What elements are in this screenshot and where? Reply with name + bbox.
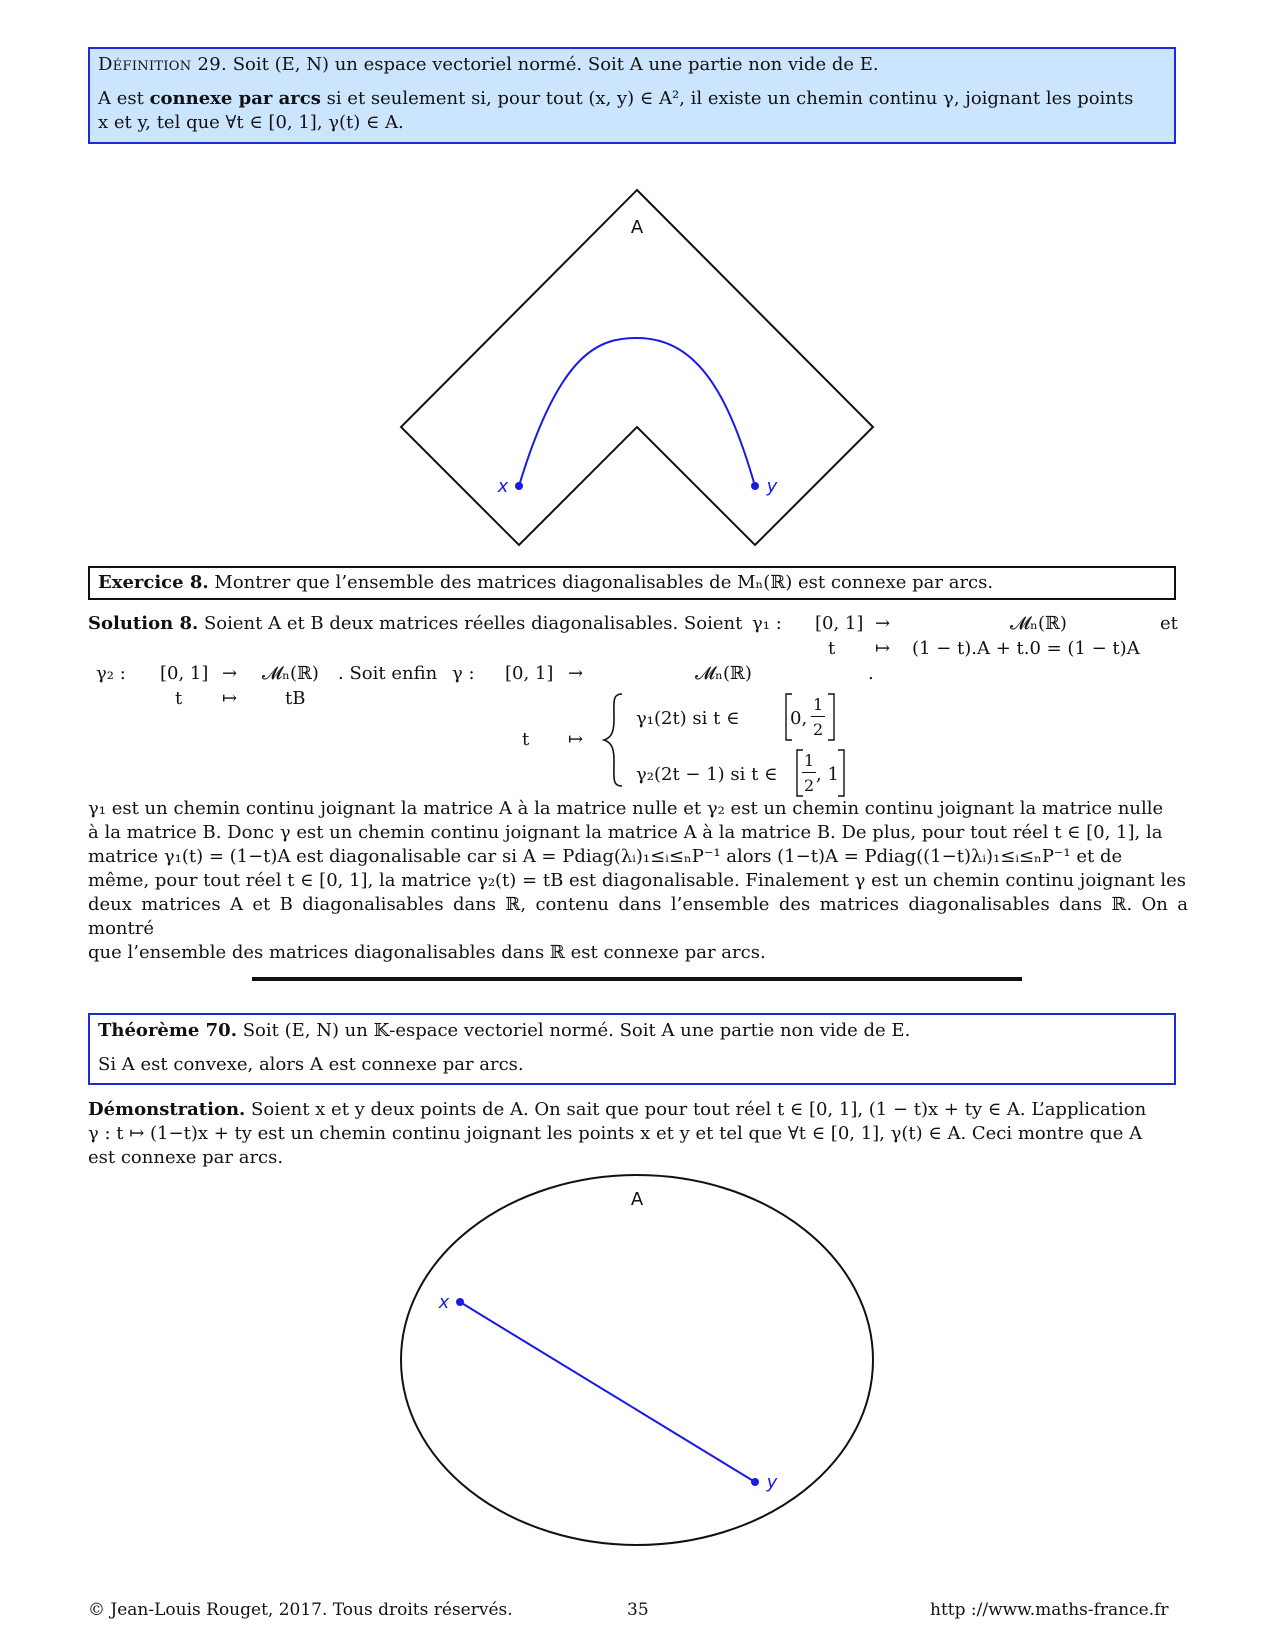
theorem-label: Théorème 70. [98,1020,237,1041]
footer-url[interactable]: http ://www.maths-france.fr [930,1600,1169,1620]
gamma-mapsto: ↦ [568,729,584,750]
gamma-name: γ : [452,663,475,684]
gamma2-domain: [0, 1] [160,663,209,684]
case2-frac-num: 1 [804,751,815,770]
gamma2-var: t [175,688,183,709]
solution-line: deux matrices A et B diagonalisables dans ℝ, contenu dans l’ensemble des matrices diagonalisables dans ℝ. On a montré [88,894,1188,939]
gamma-arrow: → [568,663,584,684]
point-y-label: y [766,476,778,497]
case1-text: γ₁(2t) si t ∈ [636,708,740,729]
solution-paragraph [88,797,1188,965]
point-x [456,1298,464,1306]
theorem-box [88,1013,1176,1085]
set-label: A [630,217,644,238]
case1-right-bracket [826,692,836,742]
point-y [751,1478,759,1486]
case1-interval-start: 0, [790,708,808,729]
left-brace [600,690,630,790]
convex-set-label: A [630,1189,644,1210]
gamma1-codomain: 𝓜ₙ(ℝ) [1010,613,1067,634]
case1-frac-den: 2 [813,720,824,739]
page-number: 35 [627,1600,649,1620]
proof-paragraph [88,1098,1188,1170]
definition-line-3: x et y, tel que ∀t ∈ [0, 1], γ(t) ∈ A. [98,112,404,133]
theorem-line-1 [98,1019,1166,1043]
set-boundary [401,190,873,545]
solution-line: matrice γ₁(t) = (1−t)A est diagonalisable car si A = Pdiag(λᵢ)₁≤ᵢ≤ₙP⁻¹ alors (1−t)A = Pdiag((1−t)λᵢ)₁≤ᵢ≤ₙP⁻¹ et de [88,846,1123,867]
solution-et: et [1160,613,1178,634]
case2-interval-end: , 1 [816,764,839,785]
gamma-dot: . [868,663,874,684]
gamma2-name: γ₂ : [96,663,126,684]
solution-line: γ₁ est un chemin continu joignant la matrice A à la matrice nulle et γ₂ est un chemin continu joignant la matrice nulle [88,798,1164,819]
segment-xy [460,1302,755,1482]
solution-line: même, pour tout réel t ∈ [0, 1], la matrice γ₂(t) = tB est diagonalisable. Finalement γ est un chemin continu joignant les [88,870,1186,891]
gamma2-codomain: 𝓜ₙ(ℝ) [262,663,319,684]
figure-convex-set [0,1170,1275,1560]
theorem-line-2: Si A est convexe, alors A est connexe par arcs. [98,1054,524,1075]
proof-line-2: γ : t ↦ (1−t)x + ty est un chemin continu joignant les points x et y et tel que ∀t ∈ [0, 1], γ(t) ∈ A. Ceci montre que A [88,1123,1143,1144]
case1-frac-bar [811,716,825,717]
proof-text-1: Soient x et y deux points de A. On sait que pour tout réel t ∈ [0, 1], (1 − t)x + ty ∈ A. L’application [251,1099,1147,1120]
definition-term: connexe par arcs [149,88,321,109]
point-x-label: x [497,476,509,497]
definition-text-2b: si et seulement si, pour tout (x, y) ∈ A², il existe un chemin continu γ, joignant les points [320,88,1134,109]
solution-line: que l’ensemble des matrices diagonalisables dans ℝ est connexe par arcs. [88,942,766,963]
point-y-label: y [766,1472,778,1493]
point-y [751,482,759,490]
solution-label: Solution 8. [88,613,199,634]
gamma-var: t [522,729,530,750]
case2-frac-bar [802,772,816,773]
footer-copyright: © Jean-Louis Rouget, 2017. Tous droits réservés. [88,1600,513,1620]
soit-enfin: . Soit enfin [338,663,438,684]
case2-right-bracket [836,748,846,798]
solution-intro-text: Soient A et B deux matrices réelles diagonalisables. Soient [203,613,743,634]
gamma1-var: t [828,638,836,659]
gamma2-arrow: → [222,663,238,684]
solution-line: à la matrice B. Donc γ est un chemin continu joignant la matrice A à la matrice B. De plus, pour tout réel t ∈ [0, 1], la [88,822,1163,843]
gamma1-name: γ₁ : [752,613,782,634]
proof-label: Démonstration. [88,1099,246,1120]
gamma1-arrow: → [875,613,891,634]
proof-line-3: est connexe par arcs. [88,1147,284,1168]
point-x-label: x [438,1292,450,1313]
gamma1-expr: (1 − t).A + t.0 = (1 − t)A [912,638,1140,659]
definition-text-1: Soit (E, N) un espace vectoriel normé. Soit A une partie non vide de E. [232,54,879,75]
theorem-text-1: Soit (E, N) un 𝕂-espace vectoriel normé. Soit A une partie non vide de E. [242,1020,911,1041]
section-divider [252,977,1022,981]
figure-connected-set [0,0,1275,560]
gamma1-domain: [0, 1] [815,613,864,634]
case2-text: γ₂(2t − 1) si t ∈ [636,764,778,785]
gamma2-expr: tB [285,688,306,709]
gamma1-mapsto: ↦ [875,638,891,659]
case2-frac-den: 2 [804,776,815,795]
case1-frac-num: 1 [813,695,824,714]
gamma2-mapsto: ↦ [222,688,238,709]
definition-text-2a: A est [98,88,150,109]
exercise-box [88,566,1176,600]
gamma-domain: [0, 1] [505,663,554,684]
definition-label: Définition 29. [98,54,227,75]
exercise-label: Exercice 8. [98,572,209,593]
exercise-text: Montrer que l’ensemble des matrices diagonalisables de Mₙ(ℝ) est connexe par arcs. [214,572,994,593]
solution-intro [88,612,742,636]
gamma-codomain: 𝓜ₙ(ℝ) [695,663,752,684]
proof-line-1 [88,1098,1188,1122]
path-curve [519,338,755,486]
convex-set-boundary [401,1175,873,1545]
point-x [515,482,523,490]
